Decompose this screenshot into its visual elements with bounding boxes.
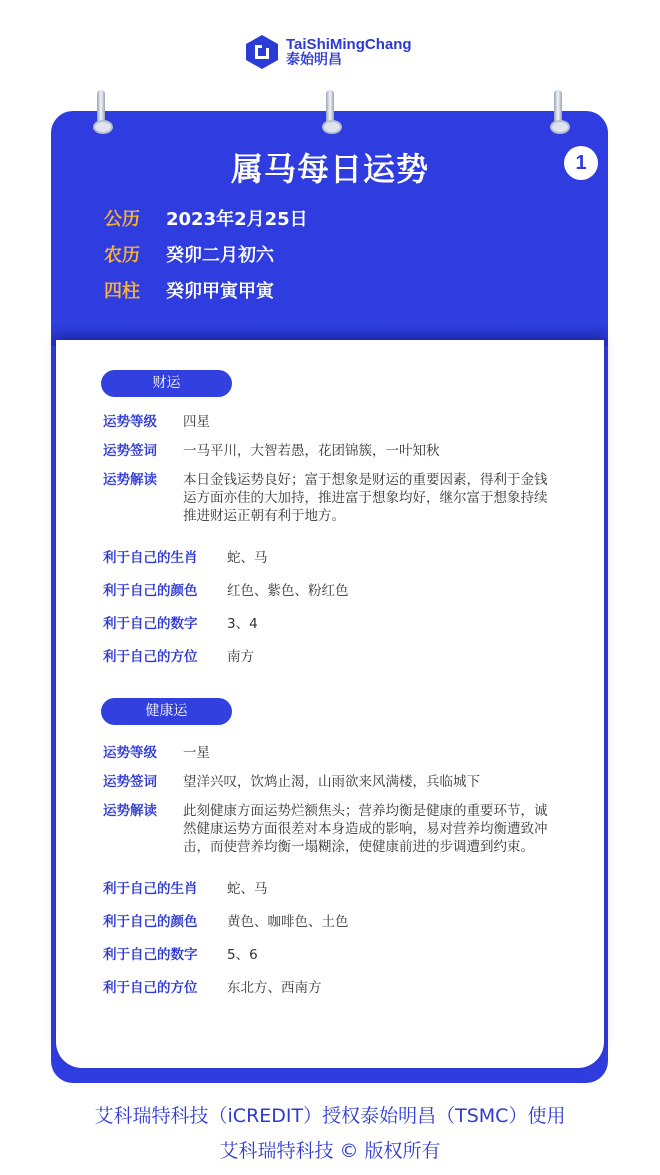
row-key: 利于自己的数字 [103, 947, 198, 963]
info-row-lunar [104, 241, 274, 267]
row-value: 一星 [183, 745, 210, 761]
wealth-number-row [103, 615, 258, 633]
section-label-wealth: 财运 [101, 370, 232, 397]
info-key: 农历 [104, 245, 140, 266]
health-color-row [103, 913, 349, 931]
health-number-row [103, 946, 258, 964]
row-value: 四星 [183, 414, 210, 430]
wealth-level-row [103, 413, 210, 431]
wealth-detail-row [103, 471, 555, 525]
section-label-health: 健康运 [101, 698, 232, 725]
info-value: 癸卯二月初六 [166, 245, 274, 266]
page-title: 属马每日运势 [230, 150, 429, 188]
row-value: 蛇、马 [227, 881, 268, 897]
health-zodiac-row [103, 880, 268, 898]
row-key: 运势签词 [103, 443, 157, 459]
row-value: 黄色、咖啡色、土色 [227, 914, 349, 930]
binder-ring-icon [554, 90, 562, 132]
row-value: 3、4 [227, 616, 258, 632]
row-value: 东北方、西南方 [227, 980, 322, 996]
logo-english-name: TaiShiMingChang [286, 35, 412, 53]
row-key: 利于自己的生肖 [103, 550, 198, 566]
health-sign-row [103, 773, 480, 791]
info-row-solar [104, 205, 308, 231]
info-value: 2023年2月25日 [166, 209, 308, 230]
row-key: 利于自己的数字 [103, 616, 198, 632]
row-value: 此刻健康方面运势烂额焦头；营养均衡是健康的重要环节，诚然健康运势方面很差对本身造成的影响，易对营养均衡遭致冲击，而使营养均衡一塌糊涂，使健康前进的步调遭到约束。 [183, 803, 548, 855]
row-value: 本日金钱运势良好；富于想象是财运的重要因素，得利于金钱运方面亦佳的大加持，推进富于想象均好，继尔富于想象持续推进财运正朝有利于地方。 [183, 472, 548, 524]
wealth-direction-row [103, 648, 254, 666]
info-row-pillars [104, 277, 274, 303]
row-key: 运势等级 [103, 414, 157, 430]
footer-copyright: 艾科瑞特科技 © 版权所有 [219, 1140, 441, 1162]
row-key: 运势解读 [103, 803, 157, 819]
logo-chinese-name: 泰始明昌 [286, 51, 342, 68]
row-value: 蛇、马 [227, 550, 268, 566]
tsmc-logo-icon [244, 34, 280, 70]
wealth-zodiac-row [103, 549, 268, 567]
health-detail-row [103, 802, 555, 856]
row-key: 利于自己的颜色 [103, 583, 198, 599]
info-key: 公历 [104, 209, 140, 230]
health-direction-row [103, 979, 322, 997]
row-key: 运势解读 [103, 472, 157, 488]
info-value: 癸卯甲寅甲寅 [166, 281, 274, 302]
row-value: 南方 [227, 649, 254, 665]
page-number-badge: 1 [564, 146, 598, 180]
brand-logo [244, 34, 412, 70]
binder-ring-icon [326, 90, 334, 132]
row-key: 利于自己的方位 [103, 980, 198, 996]
health-level-row [103, 744, 210, 762]
row-key: 利于自己的生肖 [103, 881, 198, 897]
wealth-sign-row [103, 442, 440, 460]
row-key: 利于自己的颜色 [103, 914, 198, 930]
row-key: 运势等级 [103, 745, 157, 761]
row-value: 望洋兴叹，饮鸩止渴，山雨欲来风满楼，兵临城下 [183, 774, 480, 790]
row-value: 一马平川，大智若愚，花团锦簇，一叶知秋 [183, 443, 440, 459]
row-value: 5、6 [227, 947, 258, 963]
info-key: 四柱 [104, 281, 140, 302]
binder-ring-icon [97, 90, 105, 132]
row-key: 运势签词 [103, 774, 157, 790]
row-key: 利于自己的方位 [103, 649, 198, 665]
row-value: 红色、紫色、粉红色 [227, 583, 349, 599]
wealth-color-row [103, 582, 349, 600]
footer-license: 艾科瑞特科技（iCREDIT）授权泰始明昌（TSMC）使用 [94, 1105, 566, 1127]
